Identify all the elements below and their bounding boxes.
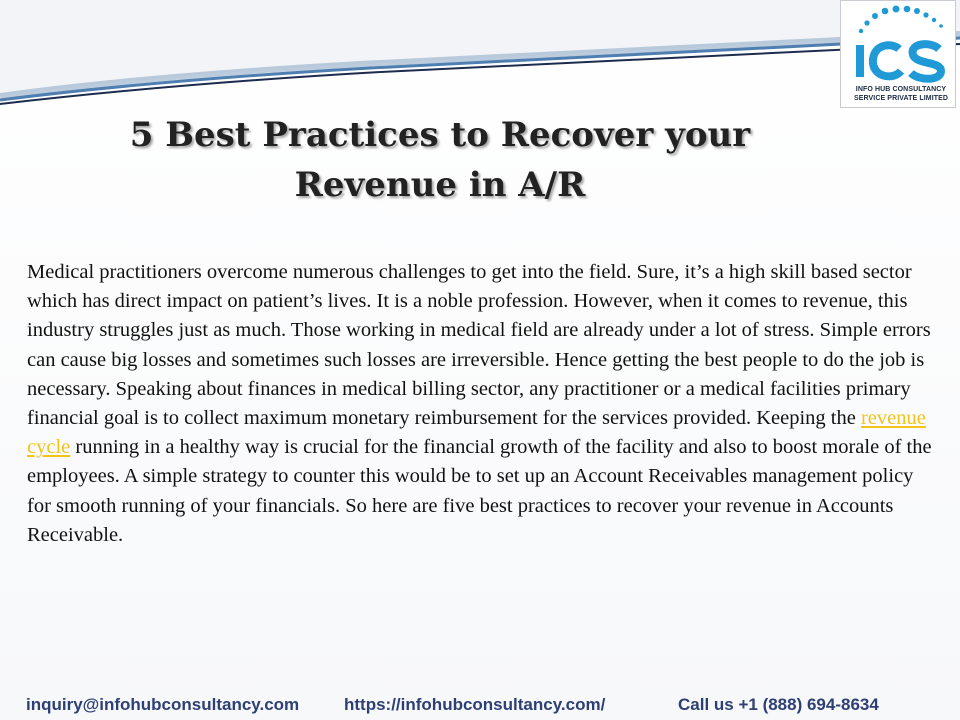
company-logo: [840, 0, 956, 108]
logo-company-type: SERVICE PRIVATE LIMITED: [853, 95, 949, 102]
footer-phone[interactable]: Call us +1 (888) 694-8634: [678, 695, 879, 714]
page-title: [60, 110, 820, 210]
footer-website[interactable]: https://infohubconsultancy.com/: [344, 695, 606, 714]
revenue-cycle-link[interactable]: revenue cycle: [27, 407, 926, 459]
ics-logo-mark: [841, 1, 957, 85]
title-line-1: 5 Best Practices to Recover your: [129, 115, 751, 155]
footer-email[interactable]: inquiry@infohubconsultancy.com: [26, 695, 300, 714]
body-text-after-link: running in a healthy way is crucial for the financial growth of the facility and also to boost morale of the employees. A simple strategy to counter this would be to set up an Account Receivables management policy for smooth running of your financials. So here are five best practices to recover your revenue in Accounts Receivable.: [27, 436, 932, 546]
footer-contact-bar: [0, 692, 960, 720]
title-line-2: Revenue in A/R: [294, 165, 586, 205]
logo-company-name: INFO HUB CONSULTANCY: [855, 86, 947, 93]
body-paragraph: [27, 258, 939, 550]
body-text-before-link: Medical practitioners overcome numerous challenges to get into the field. Sure, it’s a high skill based sector which has direct impact on patient’s lives. It is a noble profession. However, when it comes to revenue, this industry struggles just as much. Those working in medical field are already under a lot of stress. Simple errors can cause big losses and sometimes such losses are irreversible. Hence getting the best people to do the job is necessary. Speaking about finances in medical billing sector, any practitioner or a medical facilities primary financial goal is to collect maximum monetary reimbursement for the services provided. Keeping the: [27, 261, 931, 430]
